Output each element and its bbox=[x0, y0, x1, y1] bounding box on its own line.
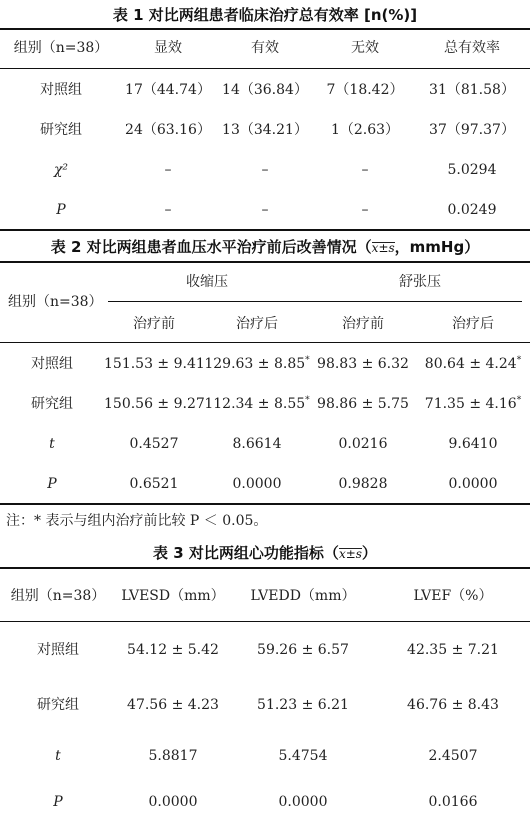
table1-cell: 24（63.16） bbox=[125, 122, 211, 138]
table2-cell: 研究组 bbox=[31, 396, 73, 412]
table1-cell: χ² bbox=[53, 162, 69, 178]
table2-cell: 98.86 ± 5.75 bbox=[317, 396, 409, 412]
table1-cell: – bbox=[164, 162, 172, 178]
table2-cell: 0.0000 bbox=[232, 476, 282, 492]
table1-header-rule bbox=[0, 68, 530, 69]
table1-cell: – bbox=[164, 202, 172, 218]
table2-cell: 0.4527 bbox=[129, 436, 179, 452]
table1-cell: – bbox=[261, 202, 269, 218]
table2-cell: 71.35 ± 4.16* bbox=[424, 395, 522, 412]
table2-header-group: 组别（n=38） bbox=[8, 294, 103, 310]
table2-cell: 0.0000 bbox=[448, 476, 498, 492]
table1-cell: – bbox=[361, 162, 369, 178]
table2-cell: 对照组 bbox=[31, 356, 73, 372]
table2-cell: 0.0216 bbox=[338, 436, 388, 452]
table1-cell: 研究组 bbox=[40, 122, 82, 138]
table1-cell: 13（34.21） bbox=[222, 122, 308, 138]
table1-bottom-rule bbox=[0, 229, 530, 231]
table3-header-rule bbox=[0, 621, 530, 622]
table3-cell: 59.26 ± 6.57 bbox=[257, 642, 349, 658]
table2-header-systolic: 收缩压 bbox=[186, 274, 228, 290]
table3-cell: 5.8817 bbox=[148, 748, 198, 764]
table2-cell: 112.34 ± 8.55* bbox=[204, 395, 310, 412]
table3-cell: 42.35 ± 7.21 bbox=[407, 642, 499, 658]
table3-title bbox=[0, 542, 530, 563]
table2-cell: 98.83 ± 6.32 bbox=[317, 356, 409, 372]
table1-header-effective: 有效 bbox=[251, 40, 279, 56]
table2-title-suffix: ，mmHg） bbox=[394, 238, 480, 256]
table2-bottom-rule bbox=[0, 503, 530, 505]
table1-cell: 5.0294 bbox=[447, 162, 497, 178]
table3-cell: 研究组 bbox=[37, 697, 79, 713]
table2-cell: P bbox=[47, 476, 57, 492]
table3-cell: P bbox=[53, 794, 63, 810]
table1-cell: 31（81.58） bbox=[429, 82, 515, 98]
table1-cell: 7（18.42） bbox=[326, 82, 404, 98]
table3-cell: 54.12 ± 5.42 bbox=[127, 642, 219, 658]
table1-cell: 对照组 bbox=[40, 82, 82, 98]
table3-top-rule bbox=[0, 567, 530, 569]
table2-title bbox=[0, 236, 530, 257]
table2-header-rule bbox=[0, 342, 530, 343]
table1-header-ineffective: 无效 bbox=[351, 40, 379, 56]
table1-header-group: 组别（n=38） bbox=[13, 40, 109, 56]
table2-cell: 0.9828 bbox=[338, 476, 388, 492]
table3-cell: 对照组 bbox=[37, 642, 79, 658]
table3-cell: 2.4507 bbox=[428, 748, 478, 764]
table1-cell: 1（2.63） bbox=[330, 122, 400, 138]
table1-cell: 37（97.37） bbox=[429, 122, 515, 138]
table3-cell: 0.0166 bbox=[428, 794, 478, 810]
table2-subheader: 治疗后 bbox=[452, 316, 494, 332]
table2-title-prefix: 表 2 对比两组患者血压水平治疗前后改善情况（ bbox=[50, 238, 372, 256]
table2-group-rule bbox=[108, 301, 522, 302]
table1-cell: – bbox=[361, 202, 369, 218]
table2-cell: 80.64 ± 4.24* bbox=[424, 355, 522, 372]
table3-cell: t bbox=[55, 748, 61, 764]
table1-header-total: 总有效率 bbox=[444, 40, 500, 56]
table1-top-rule bbox=[0, 28, 530, 30]
table2-cell: 150.56 ± 9.27 bbox=[104, 396, 205, 412]
table3-cell: 46.76 ± 8.43 bbox=[407, 697, 499, 713]
table2-subheader: 治疗前 bbox=[133, 316, 175, 332]
table2-subheader: 治疗后 bbox=[236, 316, 278, 332]
table1-cell: – bbox=[261, 162, 269, 178]
table2-cell: 0.6521 bbox=[129, 476, 179, 492]
table2-subheader: 治疗前 bbox=[342, 316, 384, 332]
table1-header-marked: 显效 bbox=[154, 40, 182, 56]
table3-title-prefix: 表 3 对比两组心功能指标（ bbox=[153, 544, 339, 562]
table2-note: 注：* 表示与组内治疗前比较 P ＜ 0.05。 bbox=[6, 513, 268, 529]
table3-header-lvef: LVEF（%） bbox=[413, 588, 493, 604]
table3-cell: 0.0000 bbox=[278, 794, 328, 810]
table2-cell: 8.6614 bbox=[232, 436, 282, 452]
table2-cell: 151.53 ± 9.41 bbox=[104, 356, 205, 372]
table3-header-group: 组别（n=38） bbox=[10, 588, 106, 604]
table2-top-rule bbox=[0, 261, 530, 263]
table3-cell: 5.4754 bbox=[278, 748, 328, 764]
table1-cell: P bbox=[56, 202, 66, 218]
table3-cell: 0.0000 bbox=[148, 794, 198, 810]
table1-cell: 0.0249 bbox=[447, 202, 497, 218]
table3-header-lvesd: LVESD（mm） bbox=[121, 588, 225, 604]
table1-cell: 17（44.74） bbox=[125, 82, 211, 98]
table1-cell: 14（36.84） bbox=[222, 82, 308, 98]
table1-title: 表 1 对比两组患者临床治疗总有效率 [n(%)] bbox=[112, 6, 418, 24]
table2-cell: 9.6410 bbox=[448, 436, 498, 452]
table2-cell: 129.63 ± 8.85* bbox=[204, 355, 310, 372]
table2-title-symbol: x±s bbox=[371, 241, 395, 255]
table3-cell: 47.56 ± 4.23 bbox=[127, 697, 219, 713]
table3-header-lvedd: LVEDD（mm） bbox=[250, 588, 356, 604]
table3-title-symbol: x±s bbox=[338, 547, 362, 561]
table3-title-suffix: ） bbox=[361, 544, 377, 562]
table2-cell: t bbox=[49, 436, 55, 452]
table2-header-diastolic: 舒张压 bbox=[399, 274, 441, 290]
table3-cell: 51.23 ± 6.21 bbox=[257, 697, 349, 713]
